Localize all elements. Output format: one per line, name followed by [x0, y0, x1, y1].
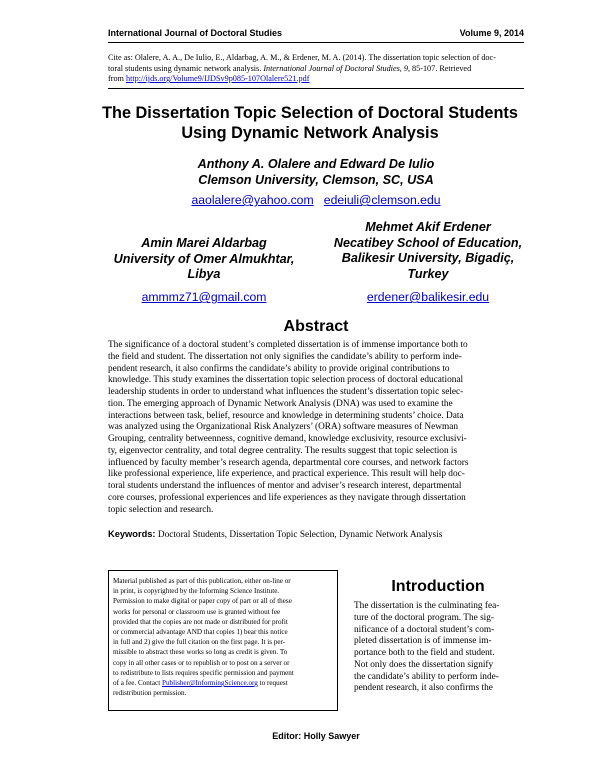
abstract-line: pendent research, it also confirms the candidate’s ability to provide original contributions to	[108, 363, 450, 374]
abstract-line: influenced by faculty member’s research agenda, departmental core courses, and network factors	[108, 457, 469, 468]
keywords-text: Doctoral Students, Dissertation Topic Selection, Dynamic Network Analysis	[157, 530, 443, 540]
copyright-line: or commercial advantage AND that copies 1) bear this notice	[113, 628, 288, 637]
title-line-1: The Dissertation Topic Selection of Doctoral Students	[102, 104, 518, 122]
introduction-heading: Introduction	[391, 578, 485, 595]
abstract-body	[108, 340, 524, 516]
introduction-line: Not only does the dissertation signify	[354, 659, 494, 670]
copyright-line: of a fee. Contact Publisher@InformingScience.org to request	[113, 679, 288, 688]
editor-credit: Editor: Holly Sawyer	[272, 731, 360, 741]
introduction-line: portance both to the field and student.	[354, 648, 495, 658]
abstract-line: Grouping, centrality betweenness, cognitive demand, knowledge exclusivity, resource exclusivi-	[108, 434, 467, 444]
header-rule	[108, 42, 524, 43]
copyright-line: in print, is copyrighted by the Informing Science Institute.	[113, 587, 280, 596]
copyright-text	[113, 576, 333, 698]
title-line-2: Using Dynamic Network Analysis	[181, 124, 439, 142]
citation-line: Cite as: Olalere, A. A., De Iulio, E., Aldarbag, A. M., & Erdener, M. A. (2014). The dissertation topic selection of doc-	[108, 53, 496, 62]
abstract-line: ty, eigenvector centrality, and total degree centrality. The results suggest that topic selection is	[108, 445, 458, 456]
keywords-label: Keywords:	[108, 529, 156, 539]
author-names: Anthony A. Olalere and Edward De Iulio	[197, 157, 435, 171]
abstract-line: knowledge. This study examines the dissertation topic selection process of doctoral educational	[108, 375, 464, 386]
abstract-line: the field and student. The dissertation not only signifies the candidate’s ability to perform inde-	[108, 351, 462, 362]
copyright-line: works for personal or classroom use is granted without fee	[113, 607, 281, 616]
introduction-line: ture of the doctoral program. The sig-	[354, 612, 495, 623]
abstract-line: like professional experience, life experience, and practical experience. This result will help doc-	[108, 469, 465, 480]
copyright-line: Permission to make digital or paper copy of part or all of these	[113, 597, 292, 606]
author-affiliation: Necatibey School of Education,	[333, 235, 523, 250]
author-affiliation: Balikesir University, Bigadiç,	[341, 251, 515, 265]
volume-label: Volume 9, 2014	[459, 28, 524, 38]
abstract-line: The significance of a doctoral student’s completed dissertation is of immense importance both to	[108, 340, 468, 350]
introduction-line: The dissertation is the culminating fea-	[354, 601, 500, 611]
introduction-line: nificance of a doctoral student’s com-	[354, 624, 495, 635]
citation-rule	[108, 88, 524, 89]
copyright-line: to redistribute to lists requires specific permission and payment	[113, 668, 294, 677]
abstract-line: toral students understand the influences of mentor and adviser’s research interest, departmental	[108, 481, 462, 491]
abstract-heading: Abstract	[283, 318, 349, 335]
abstract-line: leadership students in order to understand what influences the student’s dissertation topic selec-	[108, 387, 464, 397]
introduction-line: pleted dissertation is of immense im-	[354, 636, 492, 647]
author-name: Amin Marei Aldarbag	[141, 236, 267, 250]
email-link[interactable]: erdener@balikesir.edu	[366, 290, 490, 304]
citation-line: toral students using dynamic network analysis. International Journal of Doctoral Studies, 9, 85-107. Retrieved	[108, 63, 472, 73]
author-affiliation: University of Omer Almukhtar,	[113, 251, 295, 266]
abstract-line: was analyzed using the Organizational Risk Analyzers’ (ORA) software measures of Newman	[108, 422, 458, 433]
abstract-line: topic selection and research.	[108, 504, 214, 515]
author-affiliation: Turkey	[407, 266, 449, 281]
publisher-email-link[interactable]: Publisher@InformingScience.org	[161, 679, 258, 688]
author-left-email	[96, 290, 312, 304]
introduction-line: pendent research, it also confirms the	[354, 683, 493, 694]
abstract-line: tion. The emerging approach of Dynamic Network Analysis (DNA) was used to examine the	[108, 398, 453, 409]
citation-from: from	[108, 74, 124, 84]
copyright-line: Material published as part of this publication, either on-line or	[113, 577, 291, 585]
primary-authors	[108, 157, 524, 188]
citation-line	[108, 74, 524, 85]
journal-name: International Journal of Doctoral Studies	[108, 28, 283, 38]
introduction-body	[354, 601, 524, 695]
paper-title	[80, 103, 540, 143]
primary-emails	[108, 193, 524, 207]
author-right	[322, 220, 534, 282]
author-left	[96, 236, 312, 283]
author-affiliation: Libya	[187, 267, 221, 281]
email-link[interactable]: aaolalere@yahoo.com	[191, 193, 314, 207]
author-affiliation: Clemson University, Clemson, SC, USA	[198, 172, 434, 187]
copyright-line: copy in all other cases or to republish or to post on a server or	[113, 658, 290, 667]
copyright-line: in full and 2) give the full citation on the first page. It is per-	[113, 638, 286, 647]
citation-url-link[interactable]: http://ijds.org/Volume9/IJDSv9p085-107Olalere521.pdf	[125, 74, 310, 84]
email-link[interactable]: edeiuli@clemson.edu	[323, 193, 441, 207]
keywords	[108, 529, 524, 540]
email-link[interactable]: ammmz71@gmail.com	[141, 290, 267, 304]
citation	[108, 53, 524, 85]
introduction-line: the candidate’s ability to perform inde-	[354, 671, 499, 682]
abstract-line: core courses, professional experiences and life experiences as they navigate through dissertation	[108, 492, 466, 503]
abstract-line: interactions between task, belief, resource and knowledge in determining students’ choice. Data	[108, 410, 464, 421]
copyright-line: provided that the copies are not made or distributed for profit	[113, 617, 288, 626]
author-right-email	[322, 290, 534, 304]
running-header	[108, 28, 524, 38]
copyright-line: redistribution permission.	[113, 689, 187, 698]
author-name: Mehmet Akif Erdener	[365, 220, 491, 234]
copyright-line: missible to abstract these works so long as credit is given. To	[113, 648, 288, 657]
